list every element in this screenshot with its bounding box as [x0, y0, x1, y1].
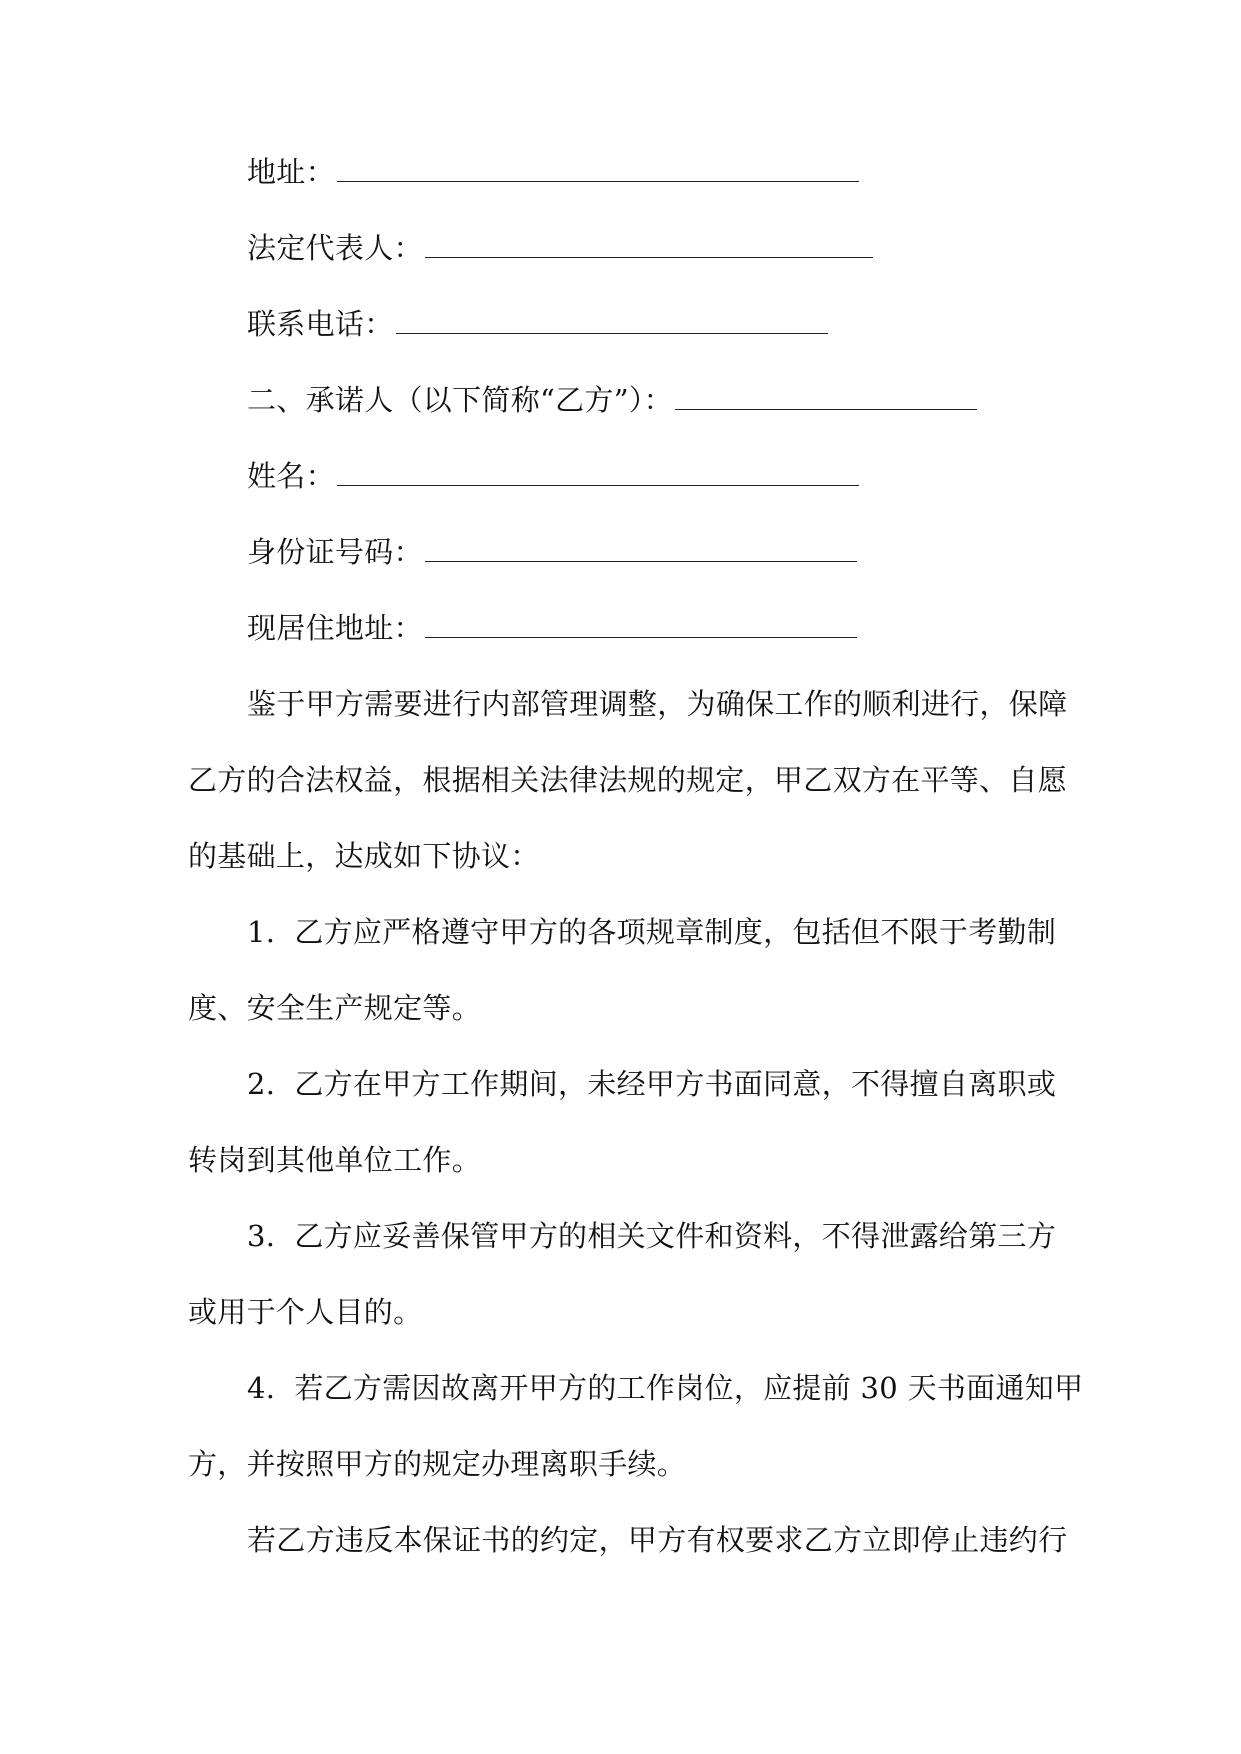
field-legal-representative: [247, 228, 1107, 268]
clause-text: 度、安全生产规定等。: [188, 991, 482, 1025]
clause-text: 若乙方需因故离开甲方的工作岗位，应提前 30 天书面通知甲: [294, 1371, 1084, 1405]
clause-3: [247, 1216, 1107, 1256]
clause-text: 乙方应严格遵守甲方的各项规章制度，包括但不限于考勤制: [294, 915, 1057, 949]
blank-line: [425, 557, 857, 562]
clause-text: 转岗到其他单位工作。: [188, 1143, 482, 1177]
intro-line: 乙方的合法权益，根据相关法律法规的规定，甲乙双方在平等、自愿: [188, 763, 1068, 797]
field-label: 身份证号码：: [247, 535, 423, 569]
blank-line: [337, 177, 859, 182]
closing-line: 若乙方违反本保证书的约定，甲方有权要求乙方立即停止违约行: [247, 1523, 1068, 1557]
clause-4: [247, 1368, 1107, 1408]
field-name: [247, 456, 1107, 496]
field-label: 二、承诺人（以下简称“乙方”）：: [247, 383, 673, 417]
field-label: 联系电话：: [247, 307, 394, 341]
field-label: 现居住地址：: [247, 611, 423, 645]
field-phone: [247, 304, 1107, 344]
field-address: [247, 152, 1107, 192]
field-promisor: [247, 380, 1107, 420]
clause-text: 乙方在甲方工作期间，未经甲方书面同意，不得擅自离职或: [294, 1067, 1057, 1101]
clause-number: 4.: [247, 1371, 276, 1405]
blank-line: [425, 253, 873, 258]
clause-number: 3.: [247, 1219, 276, 1253]
blank-line: [337, 481, 859, 486]
blank-line: [425, 633, 857, 638]
field-label: 姓名：: [247, 459, 335, 493]
clause-text: 或用于个人目的。: [188, 1295, 423, 1329]
clause-text: 方，并按照甲方的规定办理离职手续。: [188, 1447, 687, 1481]
clause-text: 乙方应妥善保管甲方的相关文件和资料，不得泄露给第三方: [294, 1219, 1057, 1253]
clause-2: [247, 1064, 1107, 1104]
field-id-number: [247, 532, 1107, 572]
clause-number: 2.: [247, 1067, 276, 1101]
intro-line: 的基础上，达成如下协议：: [188, 839, 540, 873]
field-current-address: [247, 608, 1107, 648]
field-label: 法定代表人：: [247, 231, 423, 265]
intro-line: 鉴于甲方需要进行内部管理调整，为确保工作的顺利进行，保障: [247, 687, 1068, 721]
field-label: 地址：: [247, 155, 335, 189]
blank-line: [675, 405, 977, 410]
clause-number: 1.: [247, 915, 276, 949]
blank-line: [396, 329, 828, 334]
clause-1: [247, 912, 1107, 952]
